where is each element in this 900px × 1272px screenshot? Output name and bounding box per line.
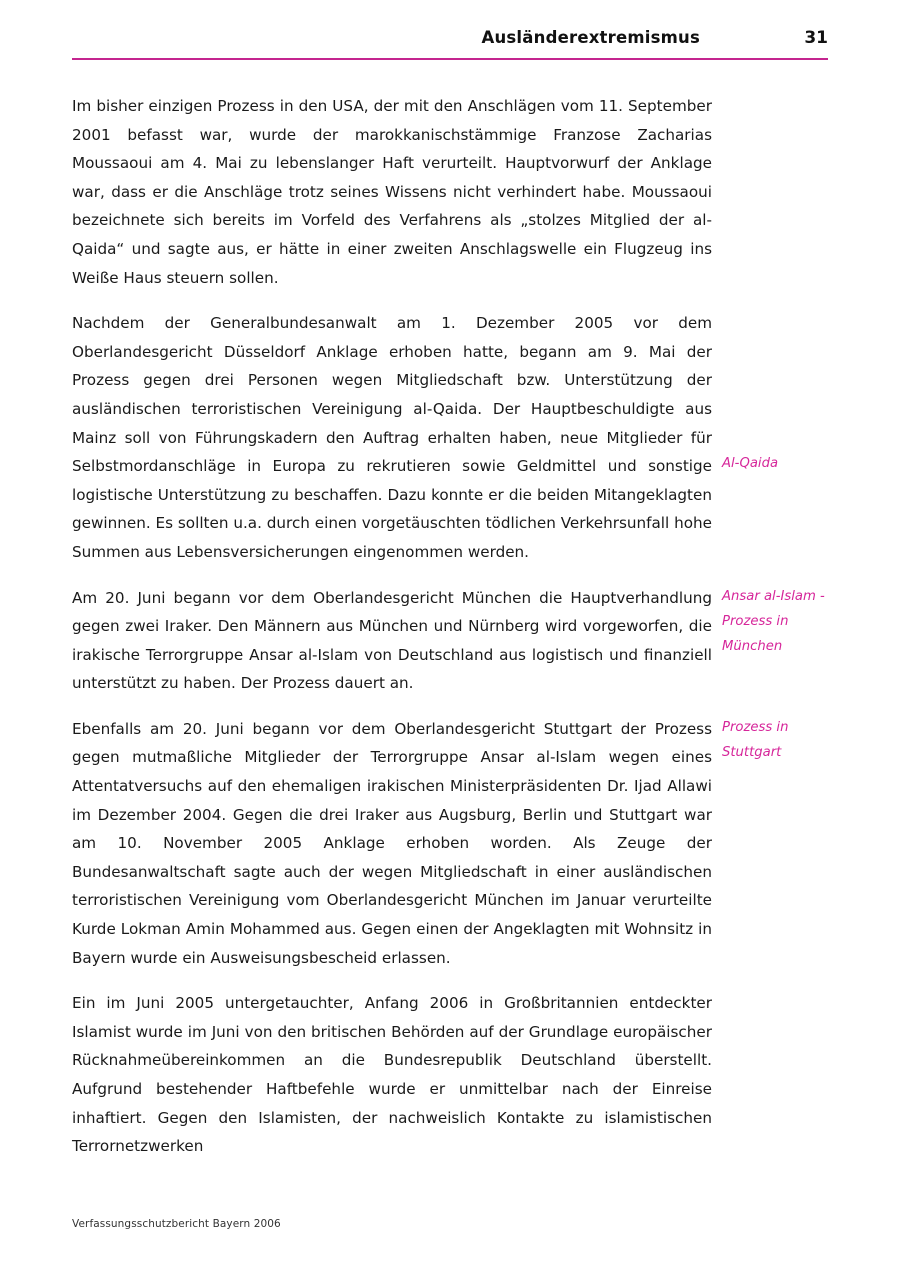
body-paragraph: Im bisher einzigen Prozess in den USA, der mit den Anschlägen vom 11. September 2001 befasst war, wurde der marokkanischstämmige Franzose Zacharias Moussaoui am 4. Mai zu lebenslanger Haft verurteilt. Hauptvorwurf der Anklage war, dass er die Anschläge trotz seines Wissens nicht verhindert habe. Moussaoui bezeichnete sich bereits im Vorfeld des Verfahrens als „stolzes Mitglied der al-Qaida“ und sagte aus, er hätte in einer zweiten Anschlagswelle ein Flugzeug ins Weiße Haus steuern sollen. bbox=[72, 97, 712, 287]
body-paragraph: Ein im Juni 2005 untergetauchter, Anfang 2006 in Großbritannien entdeckter Islamist wurde im Juni von den britischen Behörden auf der Grundlage europäischer Rücknahmeübereinkommen an die Bundesrepublik Deutschland überstellt. Aufgrund bestehender Haftbefehle wurde er unmittelbar nach der Einreise inhaftiert. Gegen den Islamisten, der nachweislich Kontakte zu islamistischen Terrornetzwerken bbox=[72, 994, 712, 1156]
text-block bbox=[72, 584, 828, 698]
page-footer: Verfassungsschutzbericht Bayern 2006 bbox=[72, 1218, 281, 1230]
body-paragraph: Ebenfalls am 20. Juni begann vor dem Oberlandesgericht Stuttgart der Prozess gegen mutmaßliche Mitglieder der Terrorgruppe Ansar al-Islam wegen eines Attentatversuchs auf den ehemaligen irakischen Ministerpräsidenten Dr. Ijad Allawi im Dezember 2004. Gegen die drei Iraker aus Augsburg, Berlin und Stuttgart war am 10. November 2005 Anklage erhoben worden. Als Zeuge der Bundesanwaltschaft sagte auch der wegen Mitgliedschaft in einer ausländischen terroristischen Vereinigung vom Oberlandesgericht München im Januar verurteilte Kurde Lokman Amin Mohammed aus. Gegen einen der Angeklagten mit Wohnsitz in Bayern wurde ein Ausweisungsbescheid erlassen. bbox=[72, 719, 712, 967]
margin-note-prozess-stuttgart: Prozess in Stuttgart bbox=[722, 719, 789, 760]
body-paragraph: Nachdem der Generalbundesanwalt am 1. Dezember 2005 vor dem Oberlandesgericht Düsseldorf Anklage erhoben hatte, begann am 9. Mai der Prozess gegen drei Personen wegen Mitgliedschaft bzw. Unterstützung der ausländischen terroristischen Vereinigung al-Qaida. Der Hauptbeschuldigte aus Mainz soll von Führungskadern den Auftrag erhalten haben, neue Mitglieder für Selbstmordanschläge in Europa zu rekrutieren sowie Geldmittel und sonstige logistische Unterstützung zu beschaffen. Dazu konnte er die beiden Mitangeklagten gewinnen. Es sollten u.a. durch einen vorgetäuschten tödlichen Verkehrsunfall hohe Summen aus Lebensversicherungen eingenommen werden. bbox=[72, 314, 712, 561]
page-header bbox=[72, 28, 828, 48]
margin-note-ansar-al-islam-muenchen: Ansar al-Islam - Prozess in München bbox=[722, 588, 825, 654]
body-paragraph: Am 20. Juni begann vor dem Oberlandesgericht München die Hauptverhandlung gegen zwei Iraker. Den Männern aus München und Nürnberg wird vorgeworfen, die irakische Terrorgruppe Ansar al-Islam von Deutschland aus logistisch und finanziell unterstützt zu haben. Der Prozess dauert an. bbox=[72, 588, 712, 693]
page-number: 31 bbox=[804, 28, 828, 48]
text-block bbox=[72, 92, 828, 292]
header-divider bbox=[72, 58, 828, 60]
text-block bbox=[72, 715, 828, 972]
margin-note-al-qaida: Al-Qaida bbox=[722, 456, 779, 472]
page-header-title: Ausländerextremismus bbox=[481, 28, 700, 47]
text-block bbox=[72, 989, 828, 1161]
page-content bbox=[72, 92, 828, 1178]
text-block bbox=[72, 309, 828, 566]
